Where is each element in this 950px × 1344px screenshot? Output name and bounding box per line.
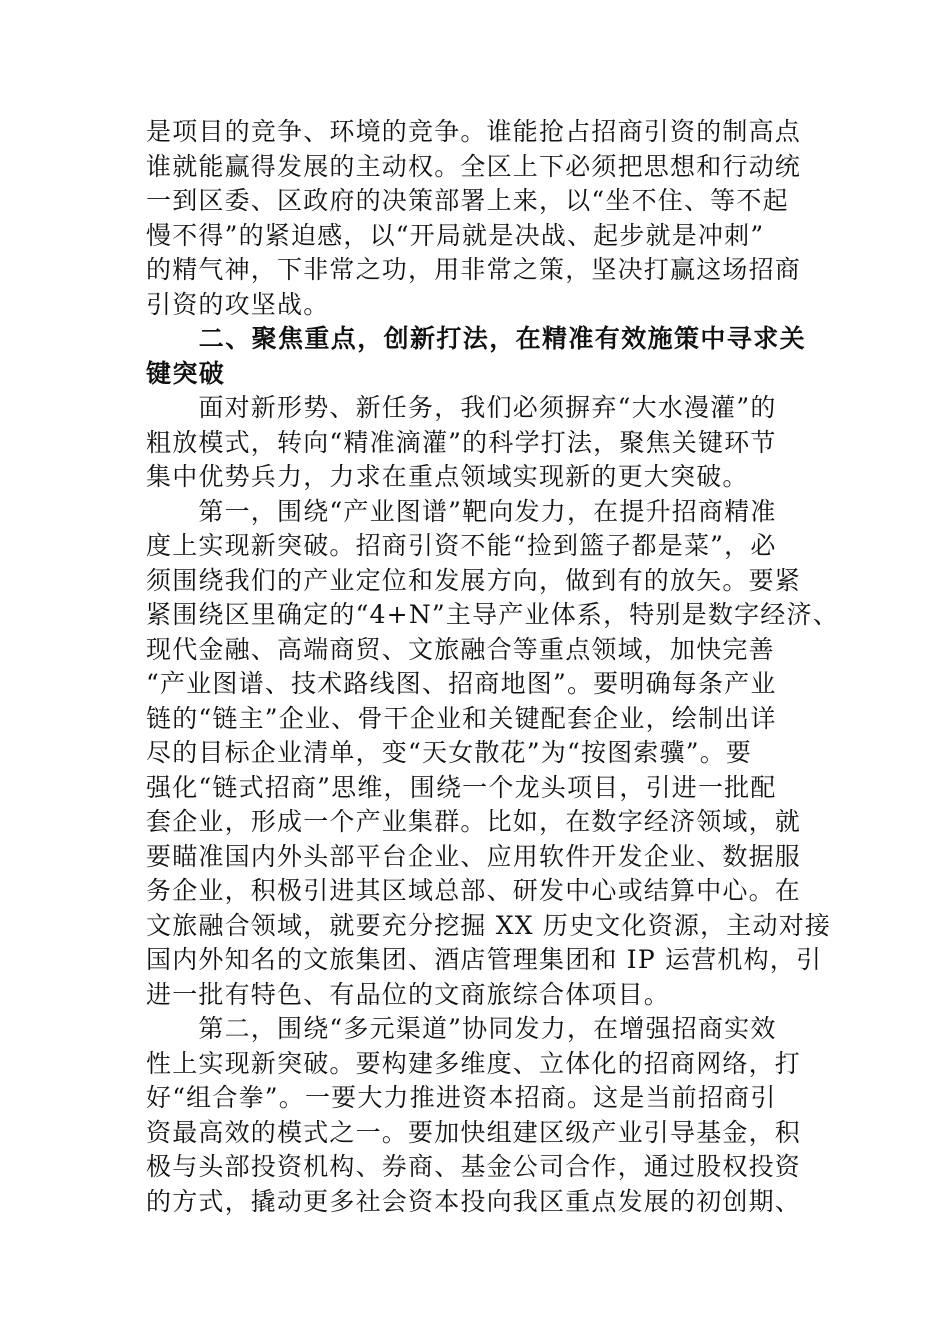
text-line: 要瞄准国内外头部平台企业、应用软件开发企业、数据服	[146, 841, 802, 871]
text-line: 套企业，形成一个产业集群。比如，在数字经济领域，就	[146, 807, 802, 836]
text-line: “产业图谱、技术路线图、招商地图”。要明确每条产业	[146, 669, 777, 698]
section-heading	[146, 322, 826, 391]
paragraph-1	[146, 115, 826, 322]
text-line: 强化“链式招商”思维，围绕一个龙头项目，引进一批配	[146, 772, 777, 802]
text-line: 务企业，积极引进其区域总部、研发中心或结算中心。在	[146, 876, 802, 905]
text-line: 紧围绕区里确定的“4+N”主导产业体系，特别是数字经济、	[146, 600, 839, 629]
text-line: 的方式，撬动更多社会资本投向我区重点发展的初创期、	[146, 1186, 802, 1216]
text-line: 谁就能赢得发展的主动权。全区上下必须把思想和行动统	[146, 151, 802, 181]
text-line: 一到区委、区政府的决策部署上来，以“坐不住、等不起	[146, 186, 789, 215]
paragraph-2	[146, 391, 826, 495]
text-line: 第二，围绕“多元渠道”协同发力，在增强招商实效	[146, 1014, 777, 1043]
text-line: 的精气神，下非常之功，用非常之策，坚决打赢这场招商	[146, 255, 802, 284]
text-line: 慢不得”的紧迫感，以“开局就是决战、起步就是冲刺”	[146, 220, 765, 250]
heading-line: 键突破	[146, 358, 226, 388]
text-line: 是项目的竞争、环境的竞争。谁能抢占招商引资的制高点	[146, 117, 802, 146]
text-line: 引资的攻坚战。	[146, 289, 330, 319]
text-line: 进一批有特色、有品位的文商旅综合体项目。	[146, 979, 671, 1009]
text-line: 现代金融、高端商贸、文旅融合等重点领域，加快完善	[146, 634, 775, 664]
text-line: 文旅融合领域，就要充分挖掘 XX 历史文化资源，主动对接	[146, 910, 832, 940]
heading-line: 二、聚焦重点，创新打法，在精准有效施策中寻求关	[146, 324, 807, 353]
text-line: 资最高效的模式之一。要加快组建区级产业引导基金，积	[146, 1117, 802, 1147]
document-page	[146, 115, 839, 1219]
text-line: 须围绕我们的产业定位和发展方向，做到有的放矢。要紧	[146, 565, 802, 595]
text-line: 尽的目标企业清单，变“天女散花”为“按图索骥”。要	[146, 738, 753, 767]
text-line: 性上实现新突破。要构建多维度、立体化的招商网络，打	[146, 1048, 802, 1078]
text-line: 链的“链主”企业、骨干企业和关键配套企业，绘制出详	[146, 703, 777, 733]
text-line: 面对新形势、新任务，我们必须摒弃“大水漫灌”的	[146, 393, 777, 422]
text-line: 好“组合拳”。一要大力推进资本招商。这是当前招商引	[146, 1083, 777, 1112]
paragraph-3	[146, 495, 839, 1013]
text-line: 国内外知名的文旅集团、酒店管理集团和 IP 运营机构，引	[146, 945, 823, 974]
text-line: 集中优势兵力，力求在重点领域实现新的更大突破。	[146, 462, 749, 491]
text-line: 粗放模式，转向“精准滴灌”的科学打法，聚焦关键环节	[146, 427, 777, 457]
text-line: 第一，围绕“产业图谱”靶向发力，在提升招商精准	[146, 496, 777, 526]
text-line: 极与头部投资机构、券商、基金公司合作，通过股权投资	[146, 1152, 802, 1181]
paragraph-4	[146, 1012, 826, 1219]
text-line: 度上实现新突破。招商引资不能“捡到篮子都是菜”，必	[146, 531, 777, 560]
